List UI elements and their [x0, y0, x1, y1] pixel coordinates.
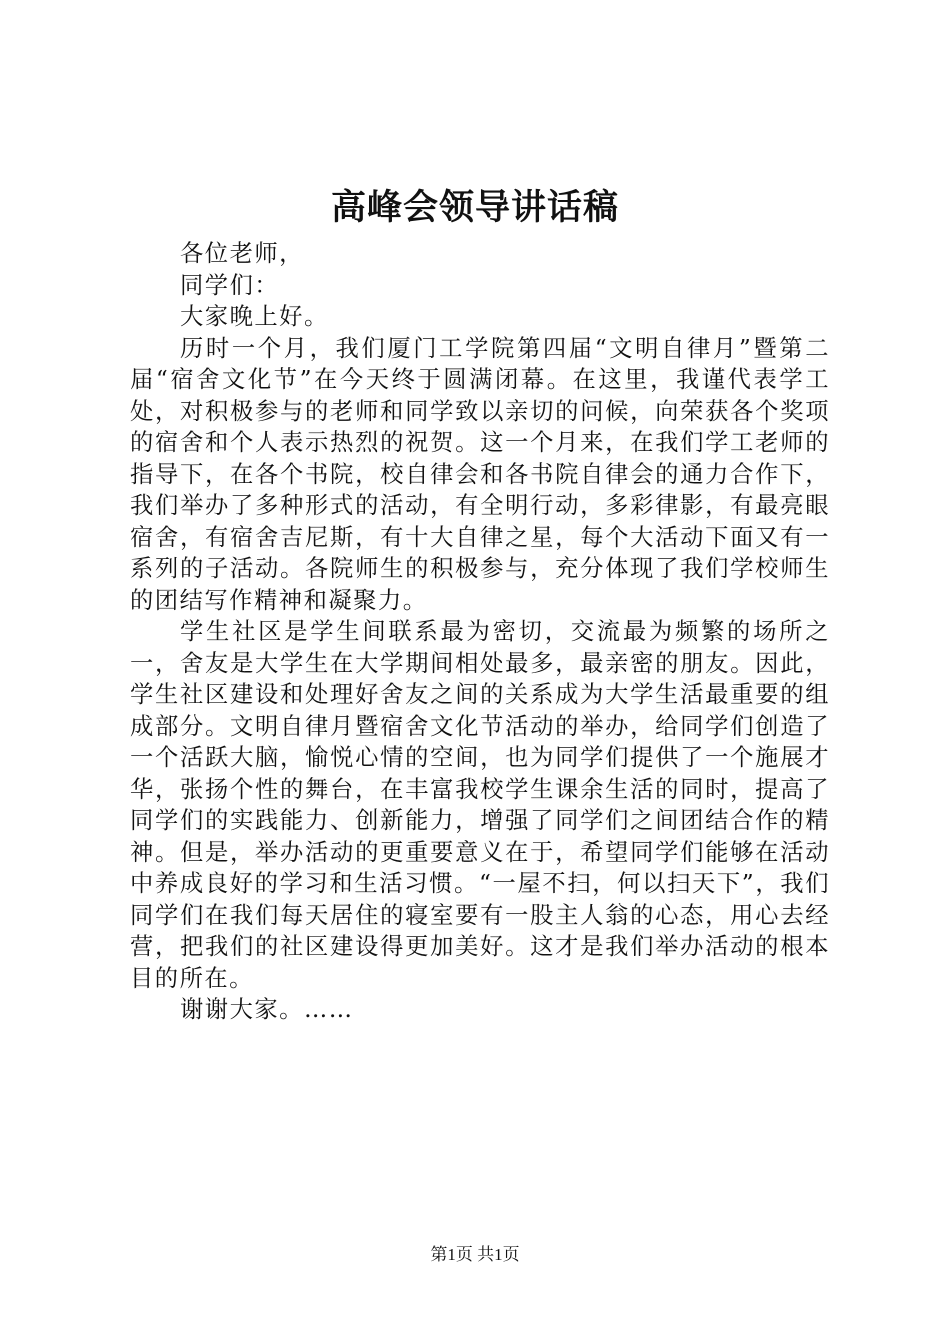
- greeting: 大家晚上好。: [180, 303, 329, 330]
- page-footer: 第1页 共1页: [430, 1245, 520, 1264]
- closing: 谢谢大家。……: [180, 996, 354, 1023]
- document-body: [130, 238, 830, 1026]
- body-paragraph: 学生社区是学生间联系最为密切，交流最为频繁的场所之一，舍友是大学生在大学期间相处最多，最亲密的朋友。因此，学生社区建设和处理好舍友之间的关系成为大学生活最重要的组成部分。文明自律月暨宿舍文化节活动的举办，给同学们创造了一个活跃大脑，愉悦心情的空间，也为同学们提供了一个施展才华，张扬个性的舞台，在丰富我校学生课余生活的同时，提高了同学们的实践能力、创新能力，增强了同学们之间团结合作的精神。但是，举办活动的更重要意义在于，希望同学们能够在活动中养成良好的学习和生活习惯。“一屋不扫，何以扫天下”，我们同学们在我们每天居住的寝室要有一股主人翁的心态，用心去经营，把我们的社区建设得更加美好。这才是我们举办活动的根本目的所在。: [130, 618, 830, 992]
- salutation-teachers: 各位老师，: [180, 240, 304, 267]
- body-paragraph: 历时一个月，我们厦门工学院第四届“文明自律月”暨第二届“宿舍文化节”在今天终于圆满闭幕。在这里，我谨代表学工处，对积极参与的老师和同学致以亲切的问候，向荣获各个奖项的宿舍和个人表示热烈的祝贺。这一个月来，在我们学工老师的指导下，在各个书院，校自律会和各书院自律会的通力合作下，我们举办了多种形式的活动，有全明行动，多彩律影，有最亮眼宿舍，有宿舍吉尼斯，有十大自律之星，每个大活动下面又有一系列的子活动。各院师生的积极参与，充分体现了我们学校师生的团结写作精神和凝聚力。: [130, 334, 830, 614]
- document-title: 高峰会领导讲话稿: [330, 187, 619, 228]
- salutation-students: 同学们：: [180, 271, 280, 299]
